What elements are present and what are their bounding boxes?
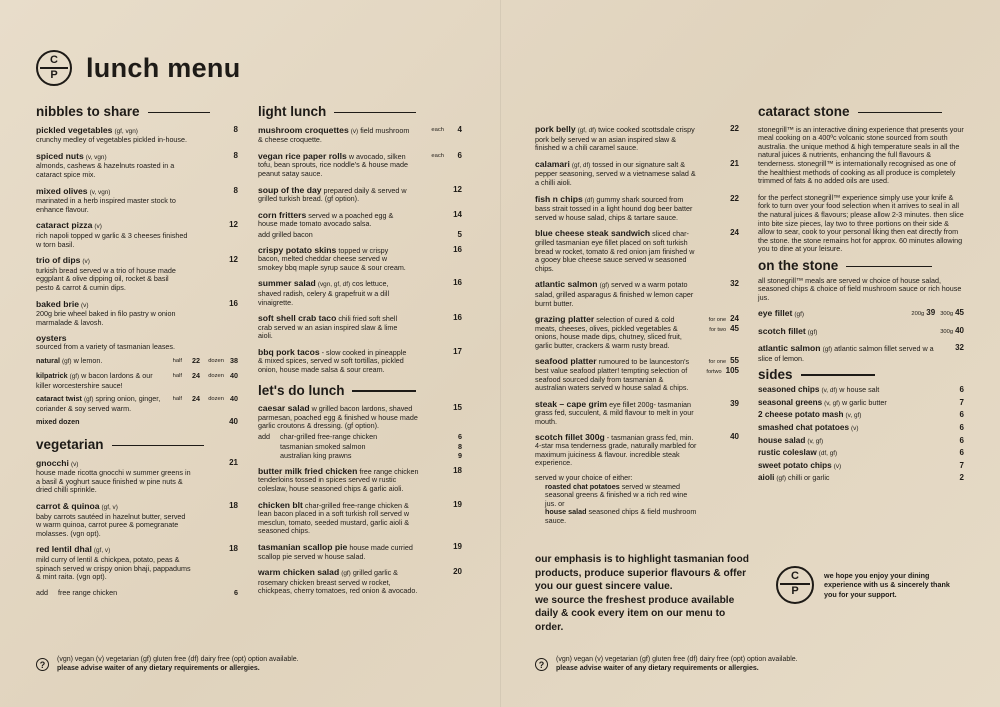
item-description: rumoured to be launceston's best value seafood platter! tempting selection of seafood sourced daily from tasmanian & australian waters served w house salad & chips.: [535, 357, 690, 393]
item-price: 8: [233, 124, 238, 134]
item-price: 17: [453, 346, 462, 356]
item-description: rich napoli topped w garlic & 3 cheeses finished w torn basil.: [36, 230, 188, 249]
menu-item: [535, 280, 739, 308]
add-text: char-grilled free-range chicken: [280, 432, 378, 442]
item-name: corn fritters: [258, 209, 307, 220]
side-item: [758, 399, 964, 409]
item-description: eye fillet 200g- tasmanian grass fed, succulent, & mild flavour to melt in your mouth.: [535, 399, 694, 427]
dietary-tags: (gf): [599, 282, 610, 290]
dietary-tags: (gf, df): [571, 161, 591, 169]
half-price: 24: [192, 394, 200, 404]
section-rule: [801, 374, 875, 375]
menu-item: [535, 160, 739, 188]
stone-item: [758, 327, 964, 338]
item-name: tasmanian scallop pie: [258, 541, 348, 552]
platter-item: [535, 357, 739, 392]
item-price: 24: [730, 228, 739, 238]
item-name: natural: [36, 356, 60, 366]
side-item: [758, 437, 964, 447]
dietary-tags: (gf, vgn): [114, 127, 138, 135]
item-description: chilli or garlic: [787, 473, 830, 483]
dietary-tags: (v, df): [821, 387, 838, 395]
item-name: crispy potato skins: [258, 244, 337, 255]
add-text: australian king prawns: [280, 451, 352, 461]
section-rule: [858, 112, 942, 113]
item-description: field mushroom & cheese croquette.: [258, 125, 410, 145]
item-price: 18: [229, 544, 238, 554]
item-price: 14: [453, 209, 462, 219]
dietary-tags: (gf): [807, 328, 818, 336]
side-item: [758, 386, 964, 396]
oyster-row: [36, 395, 238, 413]
item-description: turkish bread served w a trio of house made eggplant & olive dipping oil, rocket & basil pesto & carrot & cumin dips.: [36, 265, 176, 292]
item-price: 16: [229, 298, 238, 308]
choice-description: served w steamed seasonal greens & finished w a rich red wine jus. or: [545, 481, 688, 508]
item-description: free range chicken tenderloins tossed in spices served w rustic coleslaw, house seasoned chips & garlic aioli.: [258, 466, 419, 493]
dozen-price: 40: [230, 394, 238, 404]
section-on-the-stone: [758, 257, 964, 273]
menu-item: [36, 502, 238, 538]
item-name: house salad: [758, 435, 806, 445]
thanks-block: [776, 566, 964, 604]
menu-item: [258, 568, 462, 596]
dietary-tags: (gf): [822, 346, 833, 354]
item-description: w grilled bacon lardons, shaved parmesan, poached egg & finished w house made garlic croutons & dressing. (gf option).: [258, 404, 418, 431]
item-price: 6: [959, 435, 964, 445]
item-price: 32: [730, 279, 739, 289]
add-price: 6: [458, 432, 462, 442]
menu-item: [258, 152, 462, 179]
item-description: almonds, cashews & hazelnuts roasted in a cataract spice mix.: [36, 161, 175, 179]
dietary-footer-right: ? (vgn) vegan (v) vegetarian (gf) gluten free (df) dairy free (opt) option available. please advise waiter of any dietary requirements or allergies.: [535, 656, 798, 673]
item-description: - slow cooked in pineapple & mixed spices, served w soft tortillas, pickled onion, house made salsa & sour cream.: [258, 347, 407, 375]
item-description: sliced char-grilled tasmanian eye fillet placed on soft turkish bread w rocket, tomato & red onion jam finished w a gooey blue cheese sauce served w seasoned chips.: [535, 229, 695, 273]
add-price: 5: [457, 229, 462, 239]
item-description: baby carrots sautéed in hazelnut butter, served w warm quinoa, carrot puree & pomegranate molasses. (vgn opt).: [36, 511, 186, 538]
item-name: scotch fillet: [758, 325, 806, 336]
item-price: 2: [959, 473, 964, 483]
section-rule: [148, 112, 210, 113]
item-description: grilled garlic & rosemary chicken breast served w rocket, chickpeas, cherry tomatoes, red onion & avocado.: [258, 568, 418, 596]
dozen-price: 40: [230, 371, 238, 381]
menu-item: [258, 186, 462, 204]
item-description: atlantic salmon fillet served w a slice of lemon.: [758, 344, 934, 364]
add-label: add: [36, 587, 48, 597]
menu-item: [258, 348, 462, 375]
menu-item: [36, 187, 238, 215]
item-description: house made ricotta gnocchi w summer greens in a basil & yoghurt sauce finished w pine nuts & dried chilli sprinkle.: [36, 468, 191, 495]
item-price: 16: [453, 244, 462, 254]
item-name: bbq pork tacos: [258, 346, 320, 357]
item-name: pork belly: [535, 124, 576, 134]
side-item: [758, 462, 964, 472]
item-price: 7: [959, 460, 964, 470]
item-name: aioli: [758, 473, 775, 483]
item-name: calamari: [535, 158, 570, 169]
dietary-tags: (v): [70, 460, 79, 468]
price-unit: for two: [709, 326, 727, 333]
emphasis-statement: our emphasis is to highlight tasmanian food products, produce superior flavours & offer you our guest sincere value. we source the freshest produce available daily & cook every item on our menu to order.: [535, 554, 749, 633]
choice-name: roasted chat potatoes: [545, 481, 620, 491]
item-name: carrot & quinoa: [36, 501, 100, 511]
item-description: cos lettuce, shaved radish, celery & grapefruit w a dill vinaigrette.: [258, 279, 390, 307]
page-title: lunch menu: [86, 52, 241, 83]
page-fold: [500, 0, 501, 707]
menu-item: [258, 279, 462, 307]
item-price: 6: [959, 448, 964, 458]
section-vegetarian: [36, 437, 238, 453]
dietary-tags: (gf): [341, 570, 351, 578]
item-description: topped w crispy bacon, melted cheddar cheese served w smokey bbq maple syrup sauce & sour cream.: [258, 245, 406, 272]
menu-item: [258, 314, 462, 341]
item-name: mixed dozen: [36, 417, 80, 427]
item-name: scotch fillet 300g: [535, 431, 605, 442]
column-stonegrill-sides: [758, 104, 964, 487]
question-icon: ?: [36, 658, 49, 671]
section-nibbles: [36, 104, 238, 119]
item-name: warm chicken salad: [258, 567, 340, 578]
item-name: butter milk fried chicken: [258, 465, 358, 476]
add-price: 6: [234, 587, 238, 597]
dietary-tags: (df): [584, 196, 595, 204]
item-description: twice cooked scottsdale crispy pork belly served w an asian inspired slaw & finished w a chili caramel sauce.: [535, 125, 695, 153]
item-price: 40: [730, 431, 739, 441]
item-price: 6: [959, 385, 964, 395]
dietary-tags: (v, gf): [807, 437, 824, 445]
menu-item: [36, 221, 238, 249]
menu-item: [258, 126, 462, 145]
half-price: 22: [192, 356, 200, 366]
section-heading: cataract stone: [758, 104, 850, 119]
oyster-row: [36, 357, 238, 367]
steak-choices: [535, 474, 739, 526]
section-lets-do-lunch: [258, 382, 462, 398]
cp-logo: C P: [36, 50, 72, 86]
menu-item: [36, 459, 238, 495]
item-name: mixed olives: [36, 185, 88, 196]
item-description: prepared daily & served w grilled turkish bread. (gf option).: [258, 185, 407, 204]
item-price: 39: [730, 398, 739, 408]
stone-item: [758, 309, 964, 320]
dietary-tags: (v, vgn): [89, 188, 111, 196]
dietary-tags: (gf): [83, 396, 94, 404]
item-name: chicken blt: [258, 499, 303, 510]
side-item: [758, 449, 964, 459]
menu-item: [535, 195, 739, 223]
dietary-tags: (v): [833, 462, 842, 470]
item-description: tossed in our signature salt & pepper seasoning, served w a vietnamese salad & a chilli aioli.: [535, 159, 696, 187]
item-price: 22: [730, 193, 739, 203]
item-name: summer salad: [258, 278, 316, 289]
section-sides: [758, 366, 964, 382]
item-price: 12: [229, 255, 238, 265]
item-name: soup of the day: [258, 184, 322, 195]
item-name: caesar salad: [258, 403, 310, 414]
choice-name: house salad: [545, 507, 587, 517]
dietary-footer-left: ? (vgn) vegan (v) vegetarian (gf) gluten free (df) dairy free (opt) option available. please advise waiter of any dietary requirements or allergies.: [36, 656, 299, 673]
item-price: 32: [955, 343, 964, 353]
dietary-tags: (gf): [794, 311, 804, 319]
item-description: w garlic butter: [842, 397, 887, 407]
item-description: char-grilled free-range chicken & lean bacon placed in a soft turkish roll served w mesclun, tomato, seeded mustard, garlic aioli & seasoned chips.: [258, 500, 410, 536]
half-label: half: [172, 396, 182, 403]
section-cataract-stone: [758, 104, 964, 119]
item-price: 8: [233, 150, 238, 160]
dietary-tags: (gf, v): [101, 504, 118, 511]
section-heading: nibbles to share: [36, 104, 140, 119]
caesar-add-ons: [258, 433, 462, 461]
add-text: tasmanian smoked salmon: [280, 441, 366, 451]
item-price: 45: [730, 323, 739, 333]
dietary-tags: (gf): [61, 358, 72, 366]
dietary-tags: (v): [94, 223, 102, 231]
price-unit: each: [431, 152, 444, 159]
item-price: 39: [926, 308, 936, 318]
section-rule: [334, 112, 416, 113]
dietary-tags: (v): [851, 425, 859, 433]
dozen-price: 38: [230, 356, 238, 366]
item-description: mild curry of lentil & chickpea, potato, peas & spinach served w crispy onion bhaji, pappadums & mint raita. (vgn opt).: [36, 554, 191, 582]
item-price: 55: [730, 356, 739, 366]
section-rule: [846, 266, 932, 267]
item-price: 12: [453, 184, 462, 194]
section-heading: vegetarian: [36, 437, 104, 453]
add-label: add: [258, 432, 270, 442]
side-item: [758, 411, 964, 421]
item-name: seasoned chips: [758, 385, 820, 395]
item-name: trio of dips: [36, 255, 81, 266]
half-label: half: [172, 373, 182, 380]
item-name: spiced nuts: [36, 150, 84, 161]
item-price: 19: [453, 499, 462, 509]
item-name: atlantic salmon: [758, 343, 821, 354]
item-name: cataract pizza: [36, 220, 93, 231]
oyster-row: [36, 372, 238, 390]
item-price: 22: [730, 124, 739, 133]
item-name: soft shell crab taco: [258, 313, 337, 324]
item-description: marinated in a herb inspired master stock to enhance flavour.: [36, 196, 176, 214]
item-name: eye fillet: [758, 308, 793, 319]
question-icon: ?: [535, 658, 548, 671]
stone-item: [758, 344, 964, 363]
column-mains: [535, 125, 739, 526]
dietary-tags: (v, vgn): [85, 153, 107, 161]
dietary-tags: (vgn, gf, df): [317, 281, 351, 289]
item-name: kilpatrick: [36, 371, 68, 381]
section-heading: let's do lunch: [258, 382, 345, 398]
item-price: 21: [229, 457, 238, 467]
menu-header: [36, 50, 241, 86]
item-name: seafood platter: [535, 356, 597, 367]
add-label: [258, 452, 280, 461]
stonegrill-instructions: for the perfect stonegrill™ experience simply use your knife & fork to turn over your food selection when it arrives to seal in all the natural juices & flavours; please allow 2-3 minutes. then slice into bite size pieces, lay two to three portions on their side & allow to sear, cook to your personal liking then eat directly from the stone. the stone remains hot for approx. 60 minutes allowing you to dine at your leisure.: [758, 192, 964, 254]
dozen-label: dozen: [208, 358, 224, 365]
item-description: selection of cured & cold meats, cheeses, olives, pickled vegetables & onions, house made dips, chutney, sliced fruit, garlic butter, crackers & warm rusty bread.: [535, 315, 682, 350]
item-description: - tasmanian grass fed, min. 4-star msa tenderness grade, naturally marbled for maximum juiciness & flavour. incredible steak experience.: [535, 432, 697, 468]
oysters-heading: oysters: [36, 333, 67, 344]
item-price: 45: [955, 308, 964, 318]
item-description: w house salt: [839, 385, 880, 395]
item-price: 6: [959, 423, 964, 433]
item-price: 19: [453, 541, 462, 551]
item-description: w avocado, silken tofu, bean sprouts, rice noddle's & house made peanut satay sauce.: [258, 151, 409, 178]
item-price: 18: [453, 465, 462, 475]
menu-item: [258, 501, 462, 536]
item-description: house made curried scallop pie served w house salad.: [258, 542, 413, 561]
add-label: [258, 443, 280, 452]
item-price: 6: [457, 150, 462, 160]
platter-item: [535, 315, 739, 350]
price-unit: fortwo: [706, 369, 722, 376]
menu-item: [258, 246, 462, 273]
mixed-dozen-row: [36, 418, 238, 427]
menu-item: [258, 404, 462, 431]
item-description: spring onion, ginger, coriander & soy served warm.: [36, 394, 161, 413]
choice-description: seasoned chips & field mushroom sauce.: [545, 507, 697, 525]
item-name: rustic coleslaw: [758, 448, 817, 458]
menu-item: [36, 126, 238, 145]
item-price: 15: [453, 403, 462, 413]
add-row: [258, 231, 462, 240]
dietary-tags: (v): [350, 127, 359, 135]
dozen-label: dozen: [208, 373, 224, 380]
item-description: served w a warm potato salad, grilled asparagus & finished w lemon caper burnt butter.: [535, 280, 694, 308]
half-price: 24: [192, 371, 200, 381]
item-name: gnocchi: [36, 457, 69, 468]
dietary-tags: (gf): [776, 475, 786, 483]
dietary-tags: (v, gf): [845, 412, 862, 420]
on-stone-intro: all stonegrill™ meals are served w choice of house salad, seasoned chips & choice of field mushroom sauce or rich house jus.: [758, 275, 962, 302]
item-name: blue cheese steak sandwich: [535, 228, 651, 239]
menu-item: [36, 300, 238, 328]
item-price: 16: [453, 313, 462, 323]
item-name: vegan rice paper rolls: [258, 150, 347, 161]
side-item: [758, 424, 964, 434]
choice-intro: served w your choice of either:: [535, 473, 633, 482]
column-light-lunch: [258, 104, 462, 603]
item-price: 4: [457, 124, 462, 134]
price-unit: for one: [708, 317, 727, 324]
column-nibbles-vegetarian: [36, 104, 238, 598]
item-price: 24: [730, 314, 739, 324]
add-row: [258, 443, 462, 452]
side-item: [758, 474, 964, 484]
item-price: 20: [453, 567, 462, 577]
price-unit: for one: [708, 359, 727, 366]
item-price: 12: [229, 220, 238, 230]
item-price: 21: [730, 158, 739, 168]
dietary-tags: (v): [82, 258, 90, 266]
item-name: smashed chat potatoes: [758, 423, 849, 433]
dietary-tags: (gf, df): [577, 127, 597, 134]
item-name: pickled vegetables: [36, 124, 113, 135]
add-row: [258, 433, 462, 442]
menu-item: [535, 125, 739, 153]
item-description: gummy shark sourced from bass strait tossed in a light hound dog beer batter served w house salad, chips & tartare sauce.: [535, 194, 693, 222]
dietary-tags: (v): [81, 301, 89, 309]
item-name: cataract twist: [36, 394, 82, 404]
dozen-label: dozen: [208, 396, 224, 403]
menu-item: [36, 545, 238, 581]
item-price: 18: [229, 501, 238, 510]
item-price: 7: [959, 397, 964, 407]
add-text: add grilled bacon: [258, 229, 313, 239]
dietary-tags: (gf): [69, 373, 80, 381]
price-unit: each: [431, 126, 444, 133]
item-price: 105: [725, 366, 739, 376]
menu-item: [535, 229, 739, 273]
dietary-tags: (gf, v): [93, 547, 111, 555]
item-name: fish n chips: [535, 193, 583, 204]
item-name: mushroom croquettes: [258, 124, 349, 135]
menu-item: [258, 467, 462, 494]
item-name: atlantic salmon: [535, 279, 598, 290]
item-name: baked brie: [36, 298, 79, 309]
item-name: steak – cape grim: [535, 398, 608, 409]
section-rule: [112, 445, 204, 446]
section-rule: [352, 390, 416, 391]
item-price: 6: [959, 410, 964, 420]
price-unit: 300g: [940, 328, 954, 335]
menu-item: [535, 433, 739, 468]
item-description: 200g brie wheel baked in filo pastry w onion marmalade & lavosh.: [36, 309, 176, 327]
section-heading: light lunch: [258, 104, 327, 119]
item-description: w bacon lardons & our killer worcestershire sauce!: [36, 371, 153, 390]
dietary-tags: (df, gf): [818, 450, 838, 458]
add-row: [258, 452, 462, 461]
item-name: grazing platter: [535, 314, 595, 325]
item-name: sweet potato chips: [758, 460, 832, 470]
section-light-lunch: [258, 104, 462, 119]
price-unit: 200g: [911, 311, 925, 318]
item-price: 16: [453, 278, 462, 288]
item-description: chili fried soft shell crab served w an asian inspired slaw & lime aioli.: [258, 314, 398, 341]
item-name: seasonal greens: [758, 397, 823, 407]
section-heading: sides: [758, 366, 793, 382]
item-price: 40: [229, 417, 238, 427]
add-text: free range chicken: [58, 587, 118, 597]
item-description: w lemon.: [73, 356, 103, 366]
menu-item: [36, 152, 238, 180]
stonegrill-description: stonegrill™ is an interactive dining experience that presents your meal cooking on a 400ºc volcanic stone sourced from south australia. the unique method & high temperature seals in all the natural juices & nutrients, enhancing the full flavours & tenderness. stonegrill™ is internationally recognised as one of the healthiest methods of cooking as all produce is completely trimmed of fats & no added oils are used.: [758, 124, 964, 186]
item-name: red lentil dhal: [36, 544, 92, 555]
item-price: 40: [955, 325, 964, 335]
add-row: [36, 589, 238, 598]
menu-item: [535, 400, 739, 427]
add-price: 9: [458, 451, 462, 461]
item-description: crunchy medley of vegetables pickled in-house.: [36, 135, 188, 145]
item-price: 8: [233, 185, 238, 195]
dietary-tags: (v, gf): [824, 399, 841, 407]
thanks-text: we hope you enjoy your dining experience with us & sincerely thank you for your support.: [824, 570, 950, 599]
price-unit: 300g: [940, 311, 954, 318]
cp-logo-small: C P: [776, 566, 814, 604]
menu-item: [258, 543, 462, 561]
section-heading: on the stone: [758, 257, 839, 273]
menu-item: [36, 256, 238, 292]
menu-item: [258, 211, 462, 229]
half-label: half: [172, 358, 182, 365]
item-name: 2 cheese potato mash: [758, 410, 844, 420]
add-price: 8: [458, 441, 462, 451]
oysters-intro: sourced from a variety of tasmanian leases.: [36, 341, 176, 351]
item-description: served w a poached egg & house made tomato avocado salsa.: [258, 210, 394, 229]
